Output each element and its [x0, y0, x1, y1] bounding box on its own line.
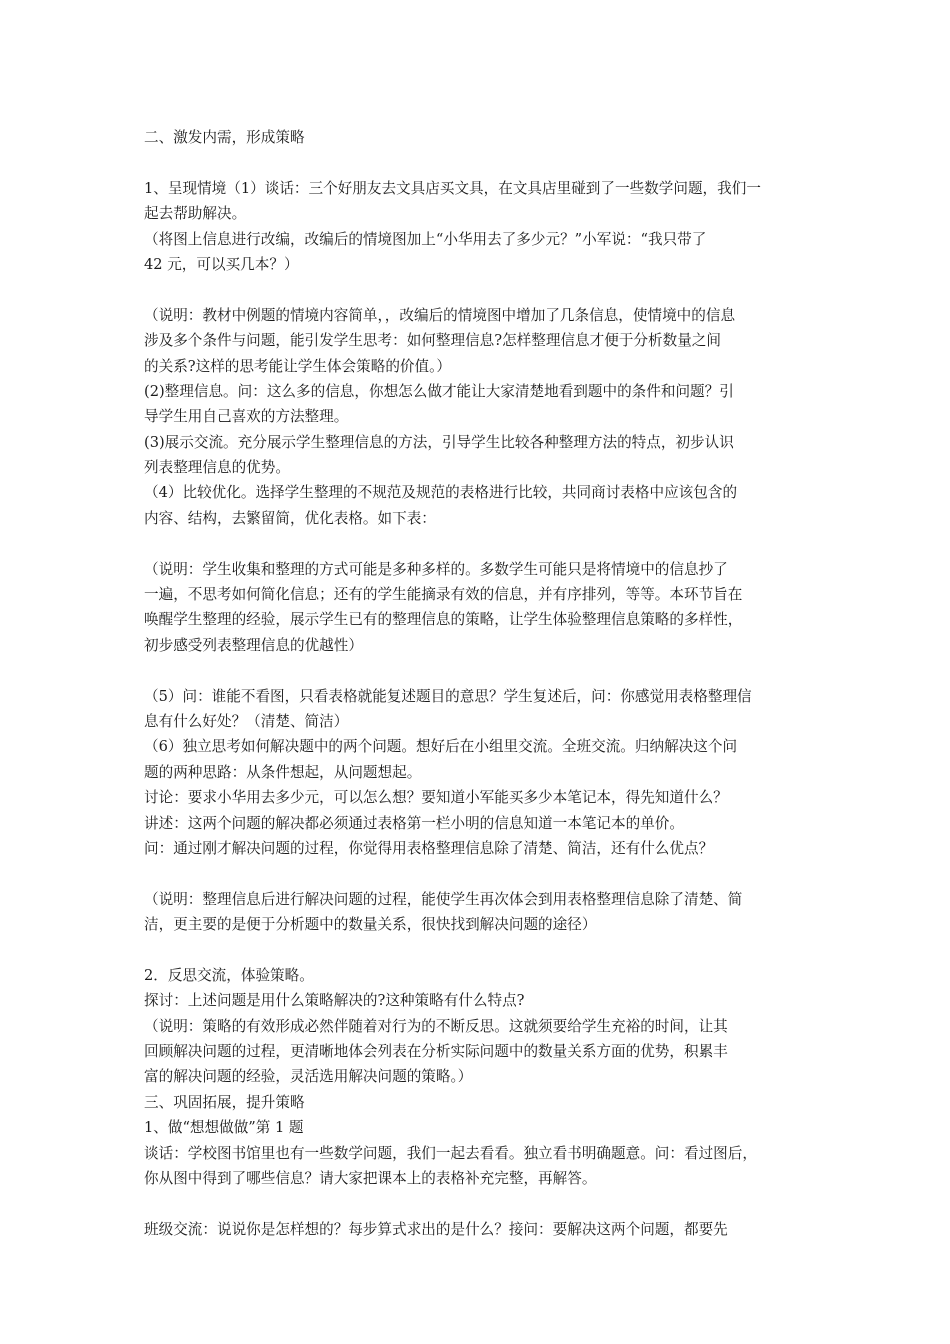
paragraph-line: (2)整理信息。问：这么多的信息，你想怎么做才能让大家清楚地看到题中的条件和问题？引 [144, 382, 734, 400]
document-page [144, 125, 814, 1242]
blank-line [144, 150, 814, 175]
paragraph-line: 内容、结构，去繁留简，优化表格。如下表： [144, 509, 436, 527]
paragraph-line: 42 元，可以买几本？） [144, 255, 299, 273]
paragraph-line: 涉及多个条件与问题，能引发学生思考：如何整理信息?怎样整理信息才便于分析数量之间 [144, 332, 721, 350]
paragraph-line: 班级交流：说说你是怎样想的？每步算式求出的是什么？接问：要解决这两个问题，都要先 [144, 1220, 728, 1238]
paragraph-line: （6）独立思考如何解决题中的两个问题。想好后在小组里交流。全班交流。归纳解决这个问 [144, 738, 738, 756]
section-heading: 2．反思交流，体验策略。 [144, 966, 314, 984]
paragraph-line: 的关系?这样的思考能让学生体会策略的价值。） [144, 357, 451, 375]
paragraph-line: 唤醒学生整理的经验，展示学生已有的整理信息的策略，让学生体验整理信息策略的多样性， [144, 611, 743, 629]
paragraph-line: 谈话：学校图书馆里也有一些数学问题，我们一起去看看。独立看书明确题意。问：看过图后， [144, 1144, 757, 1162]
paragraph-line: 一遍，不思考如何简化信息；还有的学生能摘录有效的信息，并有序排列，等等。本环节旨在 [144, 586, 743, 604]
paragraph-line: 题的两种思路：从条件想起，从问题想起。 [144, 763, 422, 781]
paragraph-line: (3)展示交流。充分展示学生整理信息的方法，引导学生比较各种整理方法的特点，初步认识 [144, 433, 734, 451]
paragraph-line: （5）问：谁能不看图，只看表格就能复述题目的意思？学生复述后，问：你感觉用表格整理信 [144, 687, 752, 705]
paragraph-line: 列表整理信息的优势。 [144, 459, 290, 477]
blank-line [144, 277, 814, 302]
blank-line [144, 531, 814, 556]
paragraph-line: 讲述：这两个问题的解决都必须通过表格第一栏小明的信息知道一本笔记本的单价。 [144, 814, 684, 832]
paragraph-line: 你从图中得到了哪些信息？请大家把课本上的表格补充完整，再解答。 [144, 1170, 597, 1188]
paragraph-line: 回顾解决问题的过程，更清晰地体会列表在分析实际问题中的数量关系方面的优势，积累丰 [144, 1043, 728, 1061]
paragraph-line: （4）比较优化。选择学生整理的不规范及规范的表格进行比较，共同商讨表格中应该包含的 [144, 484, 738, 502]
paragraph-line: 洁，更主要的是便于分析题中的数量关系，很快找到解决问题的途径） [144, 916, 597, 934]
blank-line [144, 861, 814, 886]
paragraph-line: 初步感受列表整理信息的优越性） [144, 636, 363, 654]
blank-line [144, 658, 814, 683]
blank-line [144, 938, 814, 963]
paragraph-line: 1、做“想想做做”第 1 题 [144, 1119, 304, 1137]
paragraph-line: 问：通过刚才解决问题的过程，你觉得用表格整理信息除了清楚、简洁，还有什么优点？ [144, 839, 714, 857]
paragraph-line: 起去帮助解决。 [144, 205, 247, 223]
paragraph-line: 富的解决问题的经验，灵活选用解决问题的策略。） [144, 1068, 473, 1086]
paragraph-line: 导学生用自己喜欢的方法整理。 [144, 408, 349, 426]
paragraph-line: （说明：教材中例题的情境内容简单，，改编后的情境图中增加了几条信息，使情境中的信息 [144, 306, 736, 324]
paragraph-line: 探讨：上述问题是用什么策略解决的?这种策略有什么特点? [144, 992, 525, 1010]
paragraph-line: 讨论：要求小华用去多少元，可以怎么想？要知道小军能买多少本笔记本，得先知道什么？ [144, 789, 728, 807]
paragraph-line: 1、呈现情境（1）谈话：三个好朋友去文具店买文具，在文具店里碰到了一些数学问题，我们一 [144, 179, 761, 197]
blank-line [144, 1191, 814, 1216]
paragraph-line: （说明：整理信息后进行解决问题的过程，能使学生再次体会到用表格整理信息除了清楚、简 [144, 890, 743, 908]
paragraph-line: （说明：学生收集和整理的方式可能是多种多样的。多数学生可能只是将情境中的信息抄了 [144, 560, 728, 578]
paragraph-line: 息有什么好处？（清楚、简洁） [144, 712, 349, 730]
paragraph-line: （说明：策略的有效形成必然伴随着对行为的不断反思。这就须要给学生充裕的时间，让其 [144, 1017, 728, 1035]
section-heading: 三、巩固拓展，提升策略 [144, 1093, 305, 1111]
section-heading: 二、激发内需，形成策略 [144, 129, 305, 146]
paragraph-line: （将图上信息进行改编，改编后的情境图加上“小华用去了多少元？”小军说：“我只带了 [144, 230, 707, 248]
